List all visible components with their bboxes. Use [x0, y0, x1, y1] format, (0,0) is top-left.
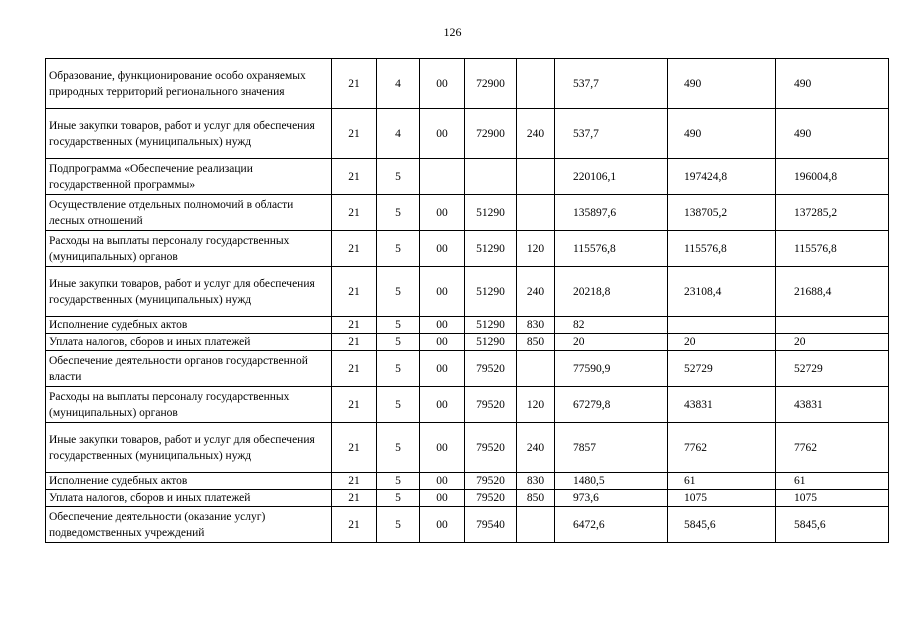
row-name-cell: Подпрограмма «Обеспечение реализации государственной программы» [46, 159, 332, 195]
table-row [46, 267, 889, 317]
row-amount-2-cell: 7762 [668, 423, 776, 473]
row-amount-1-cell: 77590,9 [555, 351, 668, 387]
row-code-2-cell: 5 [377, 159, 420, 195]
row-code-4-cell: 79540 [465, 507, 517, 543]
row-amount-3-cell: 137285,2 [776, 195, 889, 231]
row-code-5-cell [517, 195, 555, 231]
table-row [46, 334, 889, 351]
row-amount-3-cell: 196004,8 [776, 159, 889, 195]
row-amount-2-cell [668, 317, 776, 334]
row-code-2-cell: 5 [377, 195, 420, 231]
row-code-1-cell: 21 [332, 267, 377, 317]
row-code-3-cell: 00 [420, 267, 465, 317]
row-amount-3-cell: 490 [776, 109, 889, 159]
row-code-1-cell: 21 [332, 507, 377, 543]
row-amount-2-cell: 43831 [668, 387, 776, 423]
row-name-cell: Расходы на выплаты персоналу государственных (муниципальных) органов [46, 387, 332, 423]
row-code-5-cell: 240 [517, 267, 555, 317]
table-row [46, 195, 889, 231]
table-row [46, 59, 889, 109]
row-code-5-cell [517, 507, 555, 543]
row-code-3-cell: 00 [420, 195, 465, 231]
row-code-3-cell: 00 [420, 423, 465, 473]
row-code-2-cell: 5 [377, 351, 420, 387]
row-name-cell: Осуществление отдельных полномочий в области лесных отношений [46, 195, 332, 231]
row-code-3-cell: 00 [420, 59, 465, 109]
row-amount-2-cell: 23108,4 [668, 267, 776, 317]
row-code-1-cell: 21 [332, 317, 377, 334]
row-amount-1-cell: 537,7 [555, 59, 668, 109]
row-amount-3-cell: 52729 [776, 351, 889, 387]
row-amount-3-cell: 5845,6 [776, 507, 889, 543]
row-name-cell: Уплата налогов, сборов и иных платежей [46, 334, 332, 351]
row-amount-1-cell: 537,7 [555, 109, 668, 159]
row-code-1-cell: 21 [332, 490, 377, 507]
row-amount-1-cell: 973,6 [555, 490, 668, 507]
row-amount-2-cell: 115576,8 [668, 231, 776, 267]
row-code-1-cell: 21 [332, 351, 377, 387]
row-code-4-cell: 79520 [465, 387, 517, 423]
row-name-cell: Обеспечение деятельности (оказание услуг) подведомственных учреждений [46, 507, 332, 543]
row-code-5-cell: 850 [517, 334, 555, 351]
row-code-1-cell: 21 [332, 473, 377, 490]
row-name-cell: Исполнение судебных актов [46, 473, 332, 490]
row-amount-1-cell: 135897,6 [555, 195, 668, 231]
table-row [46, 317, 889, 334]
row-code-4-cell: 51290 [465, 195, 517, 231]
table-row [46, 473, 889, 490]
row-code-3-cell: 00 [420, 387, 465, 423]
row-code-1-cell: 21 [332, 334, 377, 351]
row-amount-1-cell: 7857 [555, 423, 668, 473]
row-amount-1-cell: 115576,8 [555, 231, 668, 267]
row-amount-3-cell: 20 [776, 334, 889, 351]
row-name-cell: Иные закупки товаров, работ и услуг для обеспечения государственных (муниципальных) нужд [46, 109, 332, 159]
row-amount-3-cell: 115576,8 [776, 231, 889, 267]
row-code-5-cell: 120 [517, 231, 555, 267]
table-row [46, 231, 889, 267]
row-code-3-cell: 00 [420, 317, 465, 334]
row-code-4-cell: 79520 [465, 473, 517, 490]
row-code-4-cell: 51290 [465, 334, 517, 351]
table-row [46, 159, 889, 195]
row-amount-2-cell: 20 [668, 334, 776, 351]
table-row [46, 507, 889, 543]
row-code-4-cell [465, 159, 517, 195]
row-code-2-cell: 4 [377, 109, 420, 159]
row-code-5-cell: 240 [517, 109, 555, 159]
row-amount-3-cell: 490 [776, 59, 889, 109]
row-code-2-cell: 5 [377, 387, 420, 423]
table-row [46, 490, 889, 507]
row-amount-1-cell: 220106,1 [555, 159, 668, 195]
row-code-4-cell: 79520 [465, 423, 517, 473]
row-code-2-cell: 5 [377, 231, 420, 267]
row-code-4-cell: 72900 [465, 109, 517, 159]
row-code-1-cell: 21 [332, 387, 377, 423]
row-code-4-cell: 51290 [465, 231, 517, 267]
row-code-3-cell: 00 [420, 490, 465, 507]
row-code-1-cell: 21 [332, 59, 377, 109]
row-name-cell: Обеспечение деятельности органов государственной власти [46, 351, 332, 387]
row-code-1-cell: 21 [332, 159, 377, 195]
row-amount-2-cell: 138705,2 [668, 195, 776, 231]
row-amount-2-cell: 52729 [668, 351, 776, 387]
row-code-4-cell: 51290 [465, 267, 517, 317]
row-code-2-cell: 5 [377, 267, 420, 317]
row-name-cell: Иные закупки товаров, работ и услуг для обеспечения государственных (муниципальных) нужд [46, 423, 332, 473]
row-code-2-cell: 4 [377, 59, 420, 109]
row-amount-1-cell: 20 [555, 334, 668, 351]
row-name-cell: Образование, функционирование особо охраняемых природных территорий регионального значения [46, 59, 332, 109]
row-amount-2-cell: 197424,8 [668, 159, 776, 195]
row-name-cell: Исполнение судебных актов [46, 317, 332, 334]
row-code-1-cell: 21 [332, 423, 377, 473]
row-amount-2-cell: 61 [668, 473, 776, 490]
table-row [46, 109, 889, 159]
row-code-2-cell: 5 [377, 507, 420, 543]
row-amount-3-cell: 21688,4 [776, 267, 889, 317]
row-code-5-cell [517, 351, 555, 387]
row-code-5-cell [517, 159, 555, 195]
row-code-2-cell: 5 [377, 423, 420, 473]
row-name-cell: Расходы на выплаты персоналу государственных (муниципальных) органов [46, 231, 332, 267]
row-code-5-cell [517, 59, 555, 109]
row-code-4-cell: 72900 [465, 59, 517, 109]
row-code-3-cell: 00 [420, 473, 465, 490]
page-number: 126 [443, 25, 462, 39]
row-amount-3-cell: 43831 [776, 387, 889, 423]
row-code-5-cell: 850 [517, 490, 555, 507]
table-row [46, 387, 889, 423]
table-row [46, 423, 889, 473]
row-amount-1-cell: 1480,5 [555, 473, 668, 490]
row-code-1-cell: 21 [332, 231, 377, 267]
row-code-2-cell: 5 [377, 334, 420, 351]
row-code-4-cell: 79520 [465, 490, 517, 507]
row-code-2-cell: 5 [377, 473, 420, 490]
row-code-5-cell: 830 [517, 317, 555, 334]
row-amount-1-cell: 6472,6 [555, 507, 668, 543]
row-name-cell: Уплата налогов, сборов и иных платежей [46, 490, 332, 507]
row-code-5-cell: 830 [517, 473, 555, 490]
row-amount-3-cell: 1075 [776, 490, 889, 507]
row-amount-3-cell: 61 [776, 473, 889, 490]
row-code-3-cell: 00 [420, 507, 465, 543]
row-amount-2-cell: 490 [668, 109, 776, 159]
row-amount-3-cell [776, 317, 889, 334]
row-amount-1-cell: 20218,8 [555, 267, 668, 317]
row-code-2-cell: 5 [377, 317, 420, 334]
row-amount-2-cell: 5845,6 [668, 507, 776, 543]
row-code-3-cell: 00 [420, 334, 465, 351]
row-code-4-cell: 79520 [465, 351, 517, 387]
row-code-3-cell: 00 [420, 351, 465, 387]
row-code-3-cell: 00 [420, 109, 465, 159]
row-amount-3-cell: 7762 [776, 423, 889, 473]
row-code-1-cell: 21 [332, 109, 377, 159]
row-code-3-cell [420, 159, 465, 195]
row-code-3-cell: 00 [420, 231, 465, 267]
row-code-1-cell: 21 [332, 195, 377, 231]
row-code-4-cell: 51290 [465, 317, 517, 334]
row-amount-1-cell: 67279,8 [555, 387, 668, 423]
row-name-cell: Иные закупки товаров, работ и услуг для обеспечения государственных (муниципальных) нужд [46, 267, 332, 317]
table-row [46, 351, 889, 387]
row-code-5-cell: 240 [517, 423, 555, 473]
budget-table [45, 58, 889, 543]
row-code-5-cell: 120 [517, 387, 555, 423]
row-amount-2-cell: 1075 [668, 490, 776, 507]
row-amount-2-cell: 490 [668, 59, 776, 109]
row-code-2-cell: 5 [377, 490, 420, 507]
row-amount-1-cell: 82 [555, 317, 668, 334]
